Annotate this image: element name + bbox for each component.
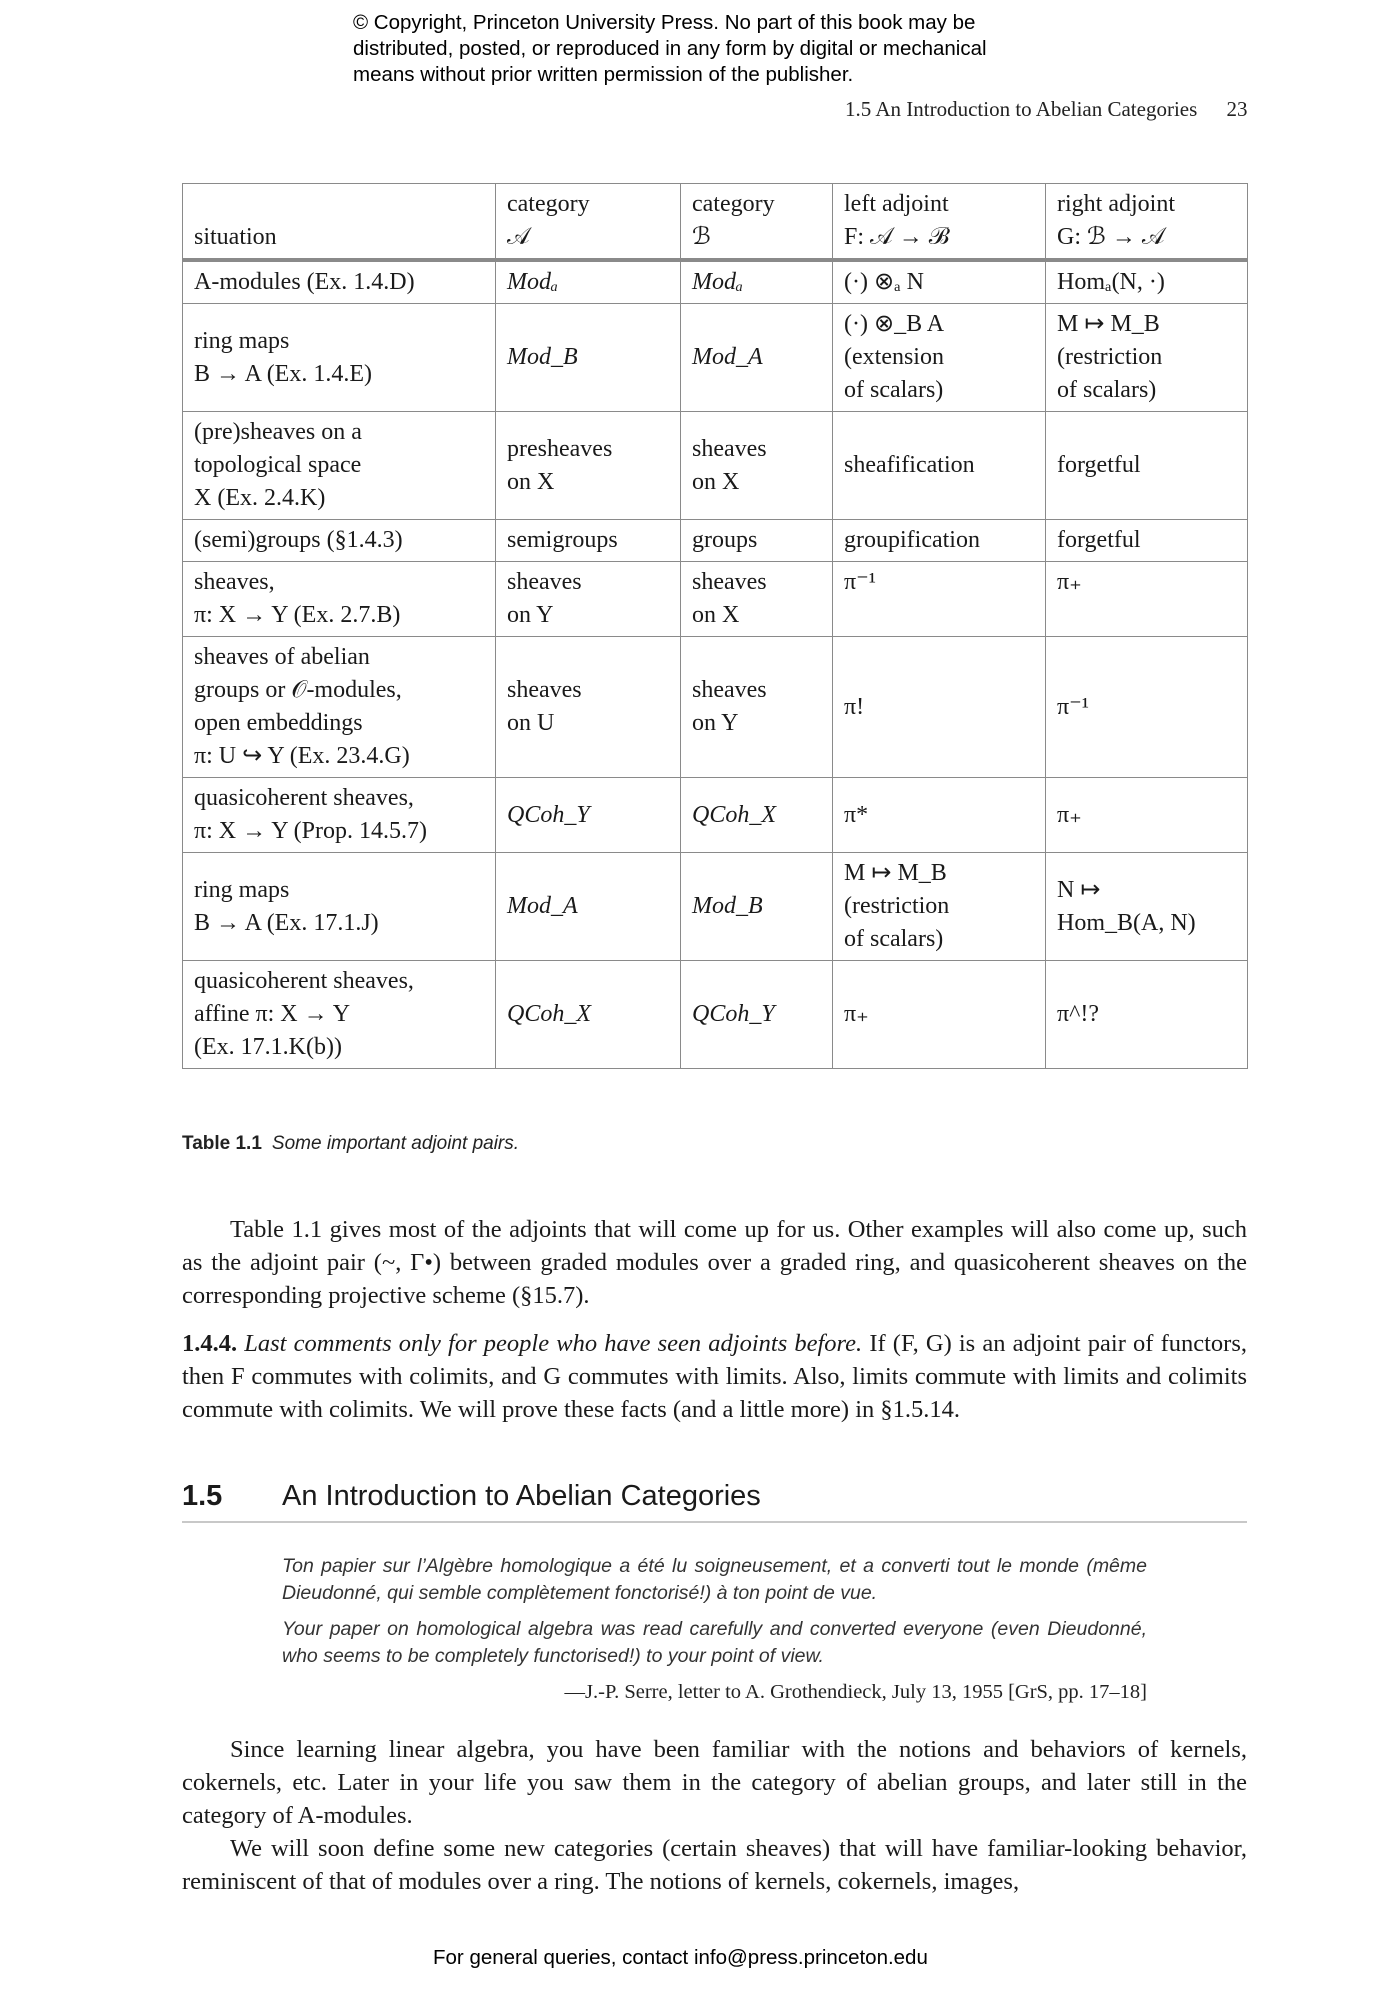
cell-line: π*	[844, 801, 869, 828]
cell-line: π⁻¹	[844, 569, 876, 595]
table-cell	[496, 260, 681, 304]
cell-line: π₊	[1057, 569, 1082, 595]
table-cell	[681, 412, 833, 520]
cell-line: QCoh_X	[692, 801, 776, 828]
cell-line: of scalars)	[844, 377, 944, 403]
cell-line: on Y	[692, 710, 739, 736]
table-cell	[681, 853, 833, 961]
table-row	[183, 637, 1248, 778]
table-cell	[1046, 637, 1248, 778]
table-cell	[1046, 562, 1248, 637]
table-cell	[183, 520, 496, 562]
cell-line: (semi)groups (§1.4.3)	[194, 527, 403, 553]
cell-line: QCoh_X	[507, 1001, 591, 1027]
cell-line: B → A (Ex. 1.4.E)	[194, 360, 372, 387]
cell-line: (extension	[844, 344, 944, 370]
table-cell	[183, 260, 496, 304]
cell-line: groupification	[844, 527, 980, 553]
cell-line: affine π: X → Y	[194, 1001, 351, 1027]
table-header-cell	[496, 184, 681, 261]
cell-line: of scalars)	[1057, 377, 1157, 403]
cell-line: M ↦ M_B	[844, 860, 947, 886]
section-number: 1.5	[182, 1480, 223, 1512]
cell-line: Homₐ(N, ·)	[1057, 269, 1165, 295]
table-cell	[833, 562, 1046, 637]
cell-line: semigroups	[507, 527, 618, 553]
table-cell	[1046, 853, 1248, 961]
table-cell	[833, 412, 1046, 520]
cell-line: QCoh_Y	[692, 1001, 775, 1027]
cell-line: ring maps	[194, 876, 290, 903]
table-row	[183, 562, 1248, 637]
section-title: An Introduction to Abelian Categories	[282, 1480, 761, 1512]
header-line: 𝒜	[507, 224, 530, 250]
table-row	[183, 853, 1248, 961]
table-cell	[681, 520, 833, 562]
cell-line: on U	[507, 710, 555, 736]
table-cell	[681, 637, 833, 778]
table-row	[183, 520, 1248, 562]
table-header-cell	[833, 184, 1046, 261]
caption-text: Some important adjoint pairs.	[271, 1133, 520, 1154]
table-caption	[182, 1133, 519, 1155]
cell-line: sheafification	[844, 452, 975, 478]
cell-line: topological space	[194, 452, 362, 478]
paragraph-1-4-4	[182, 1327, 1247, 1426]
table-cell	[1046, 961, 1248, 1069]
table-cell	[183, 853, 496, 961]
cell-line: sheaves,	[194, 569, 275, 595]
table-header-cell	[1046, 184, 1248, 261]
running-head	[845, 97, 1248, 122]
cell-line: (·) ⊗_B A	[844, 311, 945, 337]
page-number: 23	[1226, 97, 1248, 121]
table-cell	[833, 260, 1046, 304]
cell-line: M ↦ M_B	[1057, 311, 1160, 337]
table-cell	[681, 961, 833, 1069]
cell-line: (restriction	[844, 893, 950, 919]
table-cell	[496, 853, 681, 961]
cell-line: X (Ex. 2.4.K)	[194, 485, 326, 511]
cell-line: π^!?	[1057, 1001, 1100, 1027]
table-cell	[183, 562, 496, 637]
table-cell	[496, 778, 681, 853]
header-line: left adjoint	[844, 191, 949, 217]
caption-label: Table 1.1	[182, 1133, 262, 1154]
cell-line: Mod_B	[507, 344, 578, 370]
paragraph-intro	[182, 1733, 1247, 1832]
cell-line: forgetful	[1057, 452, 1141, 478]
cell-line: B → A (Ex. 17.1.J)	[194, 909, 379, 936]
table-cell	[681, 562, 833, 637]
table-cell	[1046, 304, 1248, 412]
table-row	[183, 304, 1248, 412]
table-cell	[681, 260, 833, 304]
cell-line: π⁻¹	[1057, 693, 1089, 720]
table-header-cell	[681, 184, 833, 261]
table-cell	[183, 778, 496, 853]
table-cell	[496, 412, 681, 520]
cell-line: A-modules (Ex. 1.4.D)	[194, 269, 415, 295]
cell-line: Modₐ	[507, 269, 559, 295]
table-row	[183, 961, 1248, 1069]
cell-line: ring maps	[194, 327, 290, 354]
cell-line: of scalars)	[844, 926, 944, 952]
cell-line: Modₐ	[692, 269, 744, 295]
cell-line: Mod_A	[507, 893, 578, 919]
cell-line: Hom_B(A, N)	[1057, 909, 1196, 936]
paragraph-text: If (F, G) is an adjoint pair of functors, then F commutes with colimits, and G commutes with limits. Also, limits commute with limits and colimits commute with colimits. We will prove these facts (and a little more) in §1.5.14.	[182, 1330, 1247, 1423]
epigraph-attribution: —J.-P. Serre, letter to A. Grothendieck, July 13, 1955 [GrS, pp. 17–18]	[564, 1681, 1147, 1703]
header-line: situation	[194, 224, 277, 250]
cell-line: on Y	[507, 602, 554, 628]
cell-line: sheaves	[507, 569, 582, 595]
cell-line: on X	[692, 602, 740, 628]
table-cell	[496, 562, 681, 637]
cell-line: quasicoherent sheaves,	[194, 968, 414, 994]
cell-line: (Ex. 17.1.K(b))	[194, 1034, 342, 1060]
header-line: right adjoint	[1057, 191, 1175, 217]
cell-line: sheaves	[692, 569, 767, 595]
section-heading	[182, 1480, 1247, 1523]
table-cell	[1046, 520, 1248, 562]
cell-line: π₊	[1057, 801, 1082, 828]
epigraph-french: Ton papier sur l’Algèbre homologique a été lu soigneusement, et a converti tout le monde (même Dieudonné, qui semble complètement fonctorisé!) à ton point de vue.	[282, 1555, 1147, 1604]
header-line: G: ℬ → 𝒜	[1057, 224, 1165, 250]
paragraph-title: Last comments only for people who have seen adjoints before.	[244, 1330, 863, 1357]
header-line: category	[692, 191, 775, 217]
cell-line: (restriction	[1057, 344, 1163, 370]
table-cell	[496, 961, 681, 1069]
adjoint-pairs-table	[182, 183, 1248, 1069]
cell-line: sheaves	[692, 435, 767, 462]
header-line: ℬ	[692, 224, 711, 250]
table-cell	[833, 778, 1046, 853]
table-cell	[833, 853, 1046, 961]
paragraph-text: Table 1.1 gives most of the adjoints that will come up for us. Other examples will also come up, such as the adjoint pair (~, Γ•) between graded modules over a graded ring, and quasicoherent sheaves on the corresponding projective scheme (§15.7).	[182, 1216, 1247, 1309]
copyright-notice	[353, 10, 1073, 88]
paragraph-new-categories	[182, 1832, 1247, 1898]
cell-line: Mod_A	[692, 344, 763, 370]
cell-line: forgetful	[1057, 527, 1141, 553]
table-cell	[833, 304, 1046, 412]
cell-line: sheaves	[507, 677, 582, 703]
header-line	[194, 188, 484, 221]
paragraph-text: Since learning linear algebra, you have been familiar with the notions and behaviors of kernels, cokernels, etc. Later in your life you saw them in the category of abelian groups, and later still in the category of A-modules.	[182, 1736, 1247, 1829]
cell-line: on X	[507, 468, 555, 495]
cell-line: quasicoherent sheaves,	[194, 785, 414, 811]
cell-line: N ↦	[1057, 876, 1101, 903]
cell-line: (·) ⊗ₐ N	[844, 269, 924, 295]
table-cell	[681, 304, 833, 412]
header-line: category	[507, 191, 590, 217]
table-row	[183, 260, 1248, 304]
table-body	[183, 260, 1248, 1069]
cell-line: open embeddings	[194, 710, 363, 736]
table-cell	[833, 961, 1046, 1069]
cell-line: π₊	[844, 1001, 869, 1027]
table-cell	[183, 304, 496, 412]
paragraph-text: We will soon define some new categories (certain sheaves) that will have familiar-looking behavior, reminiscent of that of modules over a ring. The notions of kernels, cokernels, images,	[182, 1835, 1247, 1895]
cell-line: (pre)sheaves on a	[194, 419, 362, 445]
cell-line: on X	[692, 468, 740, 495]
table-cell	[496, 520, 681, 562]
table-cell	[496, 637, 681, 778]
cell-line: groups or 𝒪-modules,	[194, 677, 402, 703]
table-cell	[1046, 260, 1248, 304]
cell-line: π!	[844, 693, 865, 720]
table-row	[183, 778, 1248, 853]
table-header-cell	[183, 184, 496, 261]
paragraph-table-summary	[182, 1213, 1247, 1312]
cell-line: π: X → Y (Prop. 14.5.7)	[194, 818, 427, 844]
cell-line: groups	[692, 527, 758, 553]
table-row	[183, 412, 1248, 520]
table-cell	[183, 637, 496, 778]
copyright-line: © Copyright, Princeton University Press. No part of this book may be	[353, 11, 976, 34]
running-head-title: 1.5 An Introduction to Abelian Categories	[845, 97, 1198, 121]
table-header-row	[183, 184, 1248, 261]
table-cell	[183, 412, 496, 520]
table-cell	[1046, 412, 1248, 520]
header-line: F: 𝒜 → ℬ	[844, 224, 949, 250]
epigraph-english: Your paper on homological algebra was read carefully and converted everyone (even Dieudonné, who seems to be completely functorised!) to your point of view.	[282, 1618, 1147, 1667]
cell-line: presheaves	[507, 435, 613, 462]
table-cell	[833, 637, 1046, 778]
table-cell	[1046, 778, 1248, 853]
footer-contact: For general queries, contact info@press.princeton.edu	[433, 1946, 928, 1969]
cell-line: π: U ↪ Y (Ex. 23.4.G)	[194, 743, 410, 769]
table-cell	[681, 778, 833, 853]
copyright-line: distributed, posted, or reproduced in any form by digital or mechanical	[353, 37, 987, 60]
paragraph-number: 1.4.4.	[182, 1330, 238, 1357]
cell-line: Mod_B	[692, 893, 763, 919]
copyright-line: means without prior written permission of the publisher.	[353, 63, 854, 86]
cell-line: QCoh_Y	[507, 801, 590, 828]
table-cell	[833, 520, 1046, 562]
table-cell	[183, 961, 496, 1069]
cell-line: sheaves of abelian	[194, 644, 370, 670]
table-cell	[496, 304, 681, 412]
cell-line: π: X → Y (Ex. 2.7.B)	[194, 602, 401, 628]
cell-line: sheaves	[692, 677, 767, 703]
